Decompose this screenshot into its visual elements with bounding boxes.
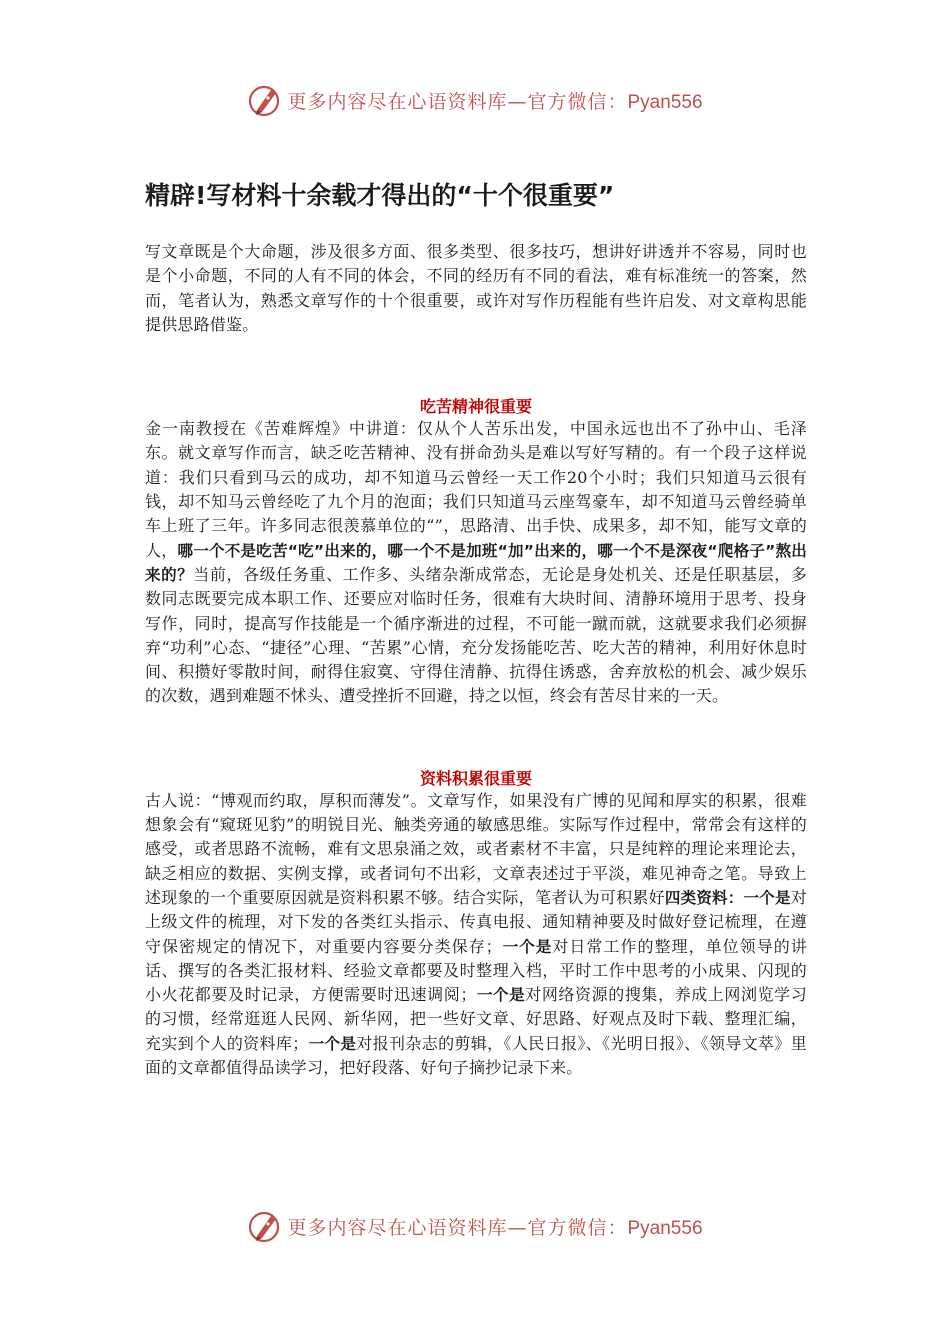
bold-emphasis: 哪一个不是吃苦“吃”出来的，哪一个不是加班“加”出来的，哪一个不是深夜“爬格子”熬出来的？ [145,541,807,584]
section-heading-hardwork: 吃苦精神很重要 [419,397,532,417]
footer-banner [0,1208,950,1244]
bold-emphasis: 一个是 [501,937,553,956]
article [145,176,807,1080]
wechat-id: Pyan556 [627,91,703,113]
banner-text: 更多内容尽在心语资料库—官方微信：Pyan556 [287,1216,703,1239]
header-banner [0,82,950,118]
article-title: 精辟!写材料十余载才得出的“十个很重要” [145,181,615,210]
intro-paragraph: 写文章既是个大命题，涉及很多方面、很多类型、很多技巧，想讲好讲透并不容易，同时也是个小命题，不同的人有不同的体会，不同的经历有不同的看法，难有标准统一的答案，然而，笔者认为，熟悉文章写作的十个很重要，或许对写作历程能有些许启发、对文章构思能提供思路借鉴。 [145,242,807,334]
section-paragraph-hardwork: 金一南教授在《苦难辉煌》中讲道：仅从个人苦乐出发，中国永远也出不了孙中山、毛泽东。就文章写作而言，缺乏吃苦精神、没有拼命劲头是难以写好写精的。有一个段子这样说道：我们只看到马云的成功，却不知道马云曾经一天工作20个小时；我们只知道马云很有钱，却不知马云曾经吃了九个月的泡面；我们只知道马云座驾豪车，却不知道马云曾经骑单车上班了三年。许多同志很羡慕单位的“”，思路清、出手快、成果多，却不知，能写文章的人，哪一个不是吃苦“吃”出来的，哪一个不是加班“加”出来的，哪一个不是深夜“爬格子”熬出来的？当前，各级任务重、工作多、头绪杂渐成常态，无论是身处机关、还是任职基层，多数同志既要完成本职工作、还要应对临时任务，很难有大块时间、清静环境用于思考、投身写作，同时，提高写作技能是一个循序渐进的过程，不可能一蹴而就，这就要求我们必须摒弃“功利”心态、“捷径”心理、“苦累”心情，充分发扬能吃苦、吃大苦的精神，利用好休息时间、积攒好零散时间，耐得住寂寞、守得住清静、抗得住诱惑，舍弃放松的机会、减少娱乐的次数，遇到难题不怵头、遭受挫折不回避，持之以恒，终会有苦尽甘来的一天。 [145,419,807,706]
pen-nib-logo-icon [247,82,283,118]
banner-text: 更多内容尽在心语资料库—官方微信：Pyan556 [287,90,703,113]
wechat-id: Pyan556 [627,1217,703,1239]
bold-emphasis: 一个是 [308,1034,357,1053]
bold-emphasis: 一个是 [476,986,526,1005]
bold-emphasis: 四类资料：一个是 [664,888,791,907]
section-heading-materials: 资料积累很重要 [419,768,532,788]
section-paragraph-materials: 古人说：“博观而约取，厚积而薄发”。文章写作，如果没有广博的见闻和厚实的积累，很难想象会有“窥斑见豹”的明锐目光、触类旁通的敏感思维。实际写作过程中，常常会有这样的感受，或者思路不流畅，难有文思泉涌之效，或者素材不丰富，只是纯粹的理论来理论去，缺乏相应的数据、实例支撑，或者词句不出彩，文章表述过于平淡，难见神奇之笔。导致上述现象的一个重要原因就是资料积累不够。结合实际，笔者认为可积累好四类资料：一个是对上级文件的梳理，对下发的各类红头指示、传真电报、通知精神要及时做好登记梳理，在遵守保密规定的情况下，对重要内容要分类保存；一个是对日常工作的整理，单位领导的讲话、撰写的各类汇报材料、经验文章都要及时整理入档，平时工作中思考的小成果、闪现的小火花都要及时记录，方便需要时迅速调阅；一个是对网络资源的搜集，养成上网浏览学习的习惯，经常逛逛人民网、新华网，把一些好文章、好思路、好观点及时下载、整理汇编，充实到个人的资料库；一个是对报刊杂志的剪辑，《人民日报》、《光明日报》、《领导文萃》里面的文章都值得品读学习，把好段落、好句子摘抄记录下来。 [145,790,807,1078]
pen-nib-logo-icon [247,1208,283,1244]
